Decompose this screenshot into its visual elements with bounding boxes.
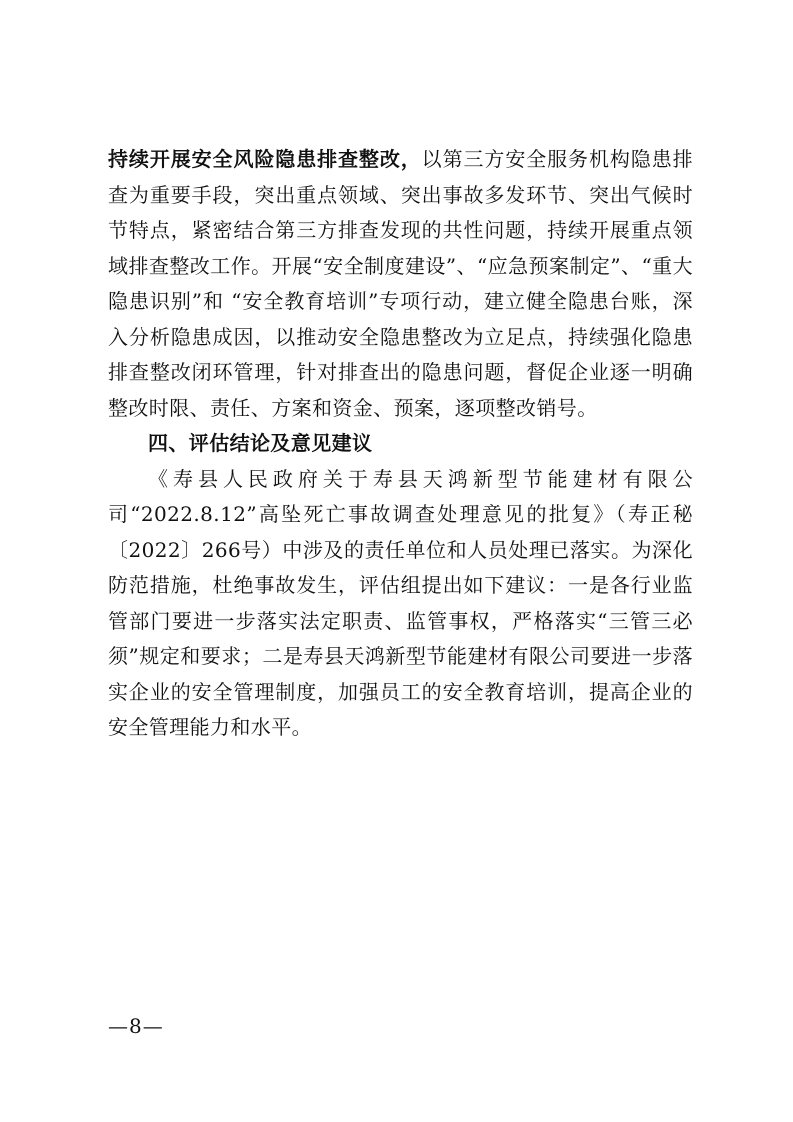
- page-number: —8—: [108, 1014, 164, 1038]
- paragraph-text: 以第三方安全服务机构隐患排查为重要手段，突出重点领域、突出事故多发环节、突出气候时节特点，紧密结合第三方排查发现的共性问题，持续开展重点领域排查整改工作。开展“安全制度建设”、“应急预案制定”、“重大隐患识别”和 “安全教育培训”专项行动，建立健全隐患台账，深入分析隐患成因，以推动安全隐患整改为立足点，持续强化隐患排查整改闭环管理，针对排查出的隐患问题，督促企业逐一明确整改时限、责任、方案和资金、预案，逐项整改销号。: [108, 147, 694, 420]
- paragraph-rectification: [108, 142, 693, 426]
- section-heading: 四、评估结论及意见建议: [148, 431, 373, 455]
- paragraph-bold-lead: 持续开展安全风险隐患排查整改，: [108, 147, 422, 171]
- paragraph-conclusion: 《寿县人民政府关于寿县天鸿新型节能建材有限公司“2022.8.12”高坠死亡事故调查处理意见的批复》（寿正秘〔2022〕266号）中涉及的责任单位和人员处理已落实。为深化防范措施，杜绝事故发生，评估组提出如下建议：一是各行业监管部门要进一步落实法定职责、监管事权，严格落实“三管三必须”规定和要求；二是寿县天鸿新型节能建材有限公司要进一步落实企业的安全管理制度，加强员工的安全教育培训，提高企业的安全管理能力和水平。: [108, 466, 693, 739]
- document-body: [108, 142, 693, 746]
